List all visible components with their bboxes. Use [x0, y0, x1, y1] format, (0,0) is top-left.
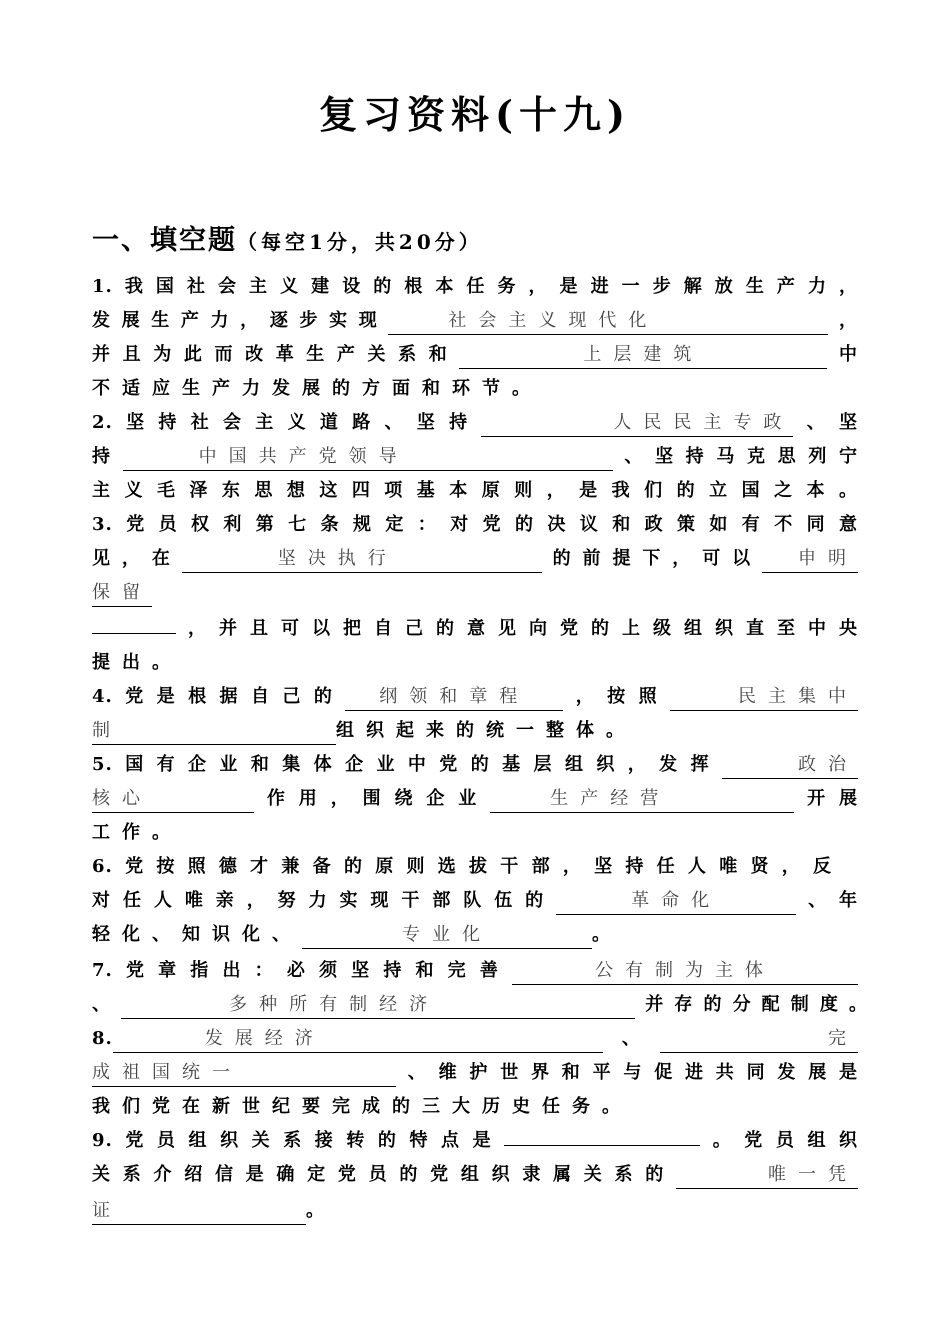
q9-text: 关系介绍信是确定党员的党组织隶属关系的	[92, 1164, 676, 1185]
q3-line-1	[92, 508, 858, 542]
q9-line-1	[92, 1124, 858, 1158]
q4-answer-2-part-1: 民主集中	[670, 684, 858, 711]
q6-line-3	[92, 918, 858, 952]
q1-answer-1: 社会主义现代化	[388, 308, 828, 335]
q1-text: 中	[827, 344, 859, 365]
q7-line-1	[92, 954, 858, 988]
q9-answer-1-blank	[504, 1145, 700, 1146]
q4-line-2	[92, 714, 858, 748]
q6-line-1	[92, 850, 832, 884]
q7-text: 并存的分配制度。	[635, 994, 869, 1015]
q3-line-2	[92, 542, 858, 576]
q5-answer-2: 生产经营	[490, 786, 794, 813]
section-heading	[92, 218, 483, 257]
q1-answer-2: 上层建筑	[459, 342, 827, 369]
q3-number: 3.	[92, 514, 113, 535]
q3-line-3	[92, 576, 858, 610]
q2-text: 、坚	[793, 412, 859, 433]
q4-answer-2-part-2: 制	[92, 718, 336, 745]
section-title-text: 一、填空题	[92, 225, 237, 256]
q9-answer-2-part-1: 唯一凭	[676, 1162, 858, 1189]
q9-text: 。党员组织	[700, 1130, 859, 1151]
q2-line-2	[92, 440, 858, 474]
q2-answer-1: 人民民主专政	[481, 410, 793, 437]
q8-text: 、	[602, 1028, 660, 1049]
q3-answer-2-underline	[92, 633, 176, 634]
q4-text: ，按照	[563, 686, 670, 707]
q3-text: 党员权利第七条规定：对党的决议和政策如有不同意	[112, 514, 858, 535]
q9-text: 。	[306, 1200, 336, 1221]
q6-line-2	[92, 884, 858, 918]
q3-answer-2-part-1: 申明	[762, 546, 858, 573]
q1-text: 并且为此而改革生产关系和	[92, 344, 460, 365]
q1-text: 我国社会主义建设的根本任务，是进一步解放生产力，	[112, 276, 858, 297]
q9-line-3	[92, 1194, 858, 1228]
q3-text: ，并且可以把自己的意见向党的上级组织直至中央	[176, 618, 858, 639]
q2-line-1	[92, 406, 858, 440]
q5-answer-1-part-2: 核心	[92, 786, 254, 813]
q4-line-1	[92, 680, 858, 714]
q1-line-4: 不适应生产力发展的方面和环节。	[92, 378, 542, 399]
q6-text: 对任人唯亲，努力实现干部队伍的	[92, 890, 557, 911]
q6-text: 、年	[796, 890, 859, 911]
q3-line-4	[92, 612, 858, 646]
q3-answer-2-part-2: 保留	[92, 580, 152, 607]
q4-answer-1: 纲领和章程	[345, 684, 563, 711]
q1-line-1	[92, 270, 858, 304]
q5-line-2	[92, 782, 858, 816]
q6-text: 党按照德才兼备的原则选拔干部，坚持任人唯贤，反	[112, 856, 832, 877]
q6-answer-1: 革命化	[556, 888, 796, 915]
q8-answer-1: 发展经济	[113, 1026, 603, 1053]
q7-number: 7.	[92, 960, 113, 981]
q7-text: 党章指出：必须坚持和完善	[112, 960, 512, 981]
q7-line-2	[92, 988, 868, 1022]
q5-line-3: 工作。	[92, 822, 182, 843]
q2-number: 2.	[92, 412, 113, 433]
q8-text: 、维护世界和平与促进共同发展是	[396, 1062, 858, 1083]
q8-answer-2-part-2: 成祖国统一	[92, 1060, 396, 1087]
q5-line-1	[92, 748, 858, 782]
q1-text: 发展生产力，逐步实现	[92, 310, 389, 331]
q5-number: 5.	[92, 754, 113, 775]
q2-text: 坚持社会主义道路、坚持	[112, 412, 482, 433]
q4-text: 组织起来的统一整体。	[336, 720, 636, 741]
q3-line-5: 提出。	[92, 652, 182, 673]
q9-line-2	[92, 1158, 858, 1192]
q6-number: 6.	[92, 856, 113, 877]
q4-text: 党是根据自己的	[112, 686, 346, 707]
q1-line-3	[92, 338, 858, 372]
q2-text: 持	[92, 446, 123, 467]
q1-text: ，	[828, 310, 859, 331]
section-score-note: （每空1分，共20分）	[237, 230, 483, 254]
q9-answer-2-part-2: 证	[92, 1198, 306, 1225]
q8-answer-2-part-1: 完	[660, 1026, 858, 1053]
q8-number: 8.	[92, 1028, 113, 1049]
q7-text: 、	[92, 994, 122, 1015]
q3-text: 见，在	[92, 548, 182, 569]
q8-line-3: 我们党在新世纪要完成的三大历史任务。	[92, 1096, 632, 1117]
q9-text: 党员组织关系接转的特点是	[112, 1130, 505, 1151]
q6-text: 轻化、知识化、	[92, 924, 302, 945]
q7-answer-2: 多种所有制经济	[121, 992, 635, 1019]
q4-number: 4.	[92, 686, 113, 707]
q5-text: 国有企业和集体企业中党的基层组织，发挥	[112, 754, 722, 775]
page-title: 复习资料(十九)	[319, 92, 631, 137]
q3-text: 的前提下，可以	[541, 548, 763, 569]
q8-line-1	[92, 1022, 858, 1056]
q5-text: 作用，围绕企业	[254, 788, 491, 809]
q5-text: 开展	[794, 788, 859, 809]
q1-number: 1.	[92, 276, 113, 297]
q2-answer-2: 中国共产党领导	[123, 444, 613, 471]
q6-answer-2: 专业化	[302, 922, 592, 949]
q7-answer-1: 公有制为主体	[512, 958, 858, 985]
q3-answer-1: 坚决执行	[182, 546, 542, 573]
q2-text: 、坚持马克思列宁	[612, 446, 859, 467]
q1-line-2	[92, 304, 858, 338]
q5-answer-1-part-1: 政治	[722, 752, 858, 779]
q9-number: 9.	[92, 1130, 113, 1151]
q6-text: 。	[592, 924, 622, 945]
q2-line-3: 主义毛泽东思想这四项基本原则，是我们的立国之本。	[92, 480, 858, 501]
q8-line-2	[92, 1056, 858, 1090]
